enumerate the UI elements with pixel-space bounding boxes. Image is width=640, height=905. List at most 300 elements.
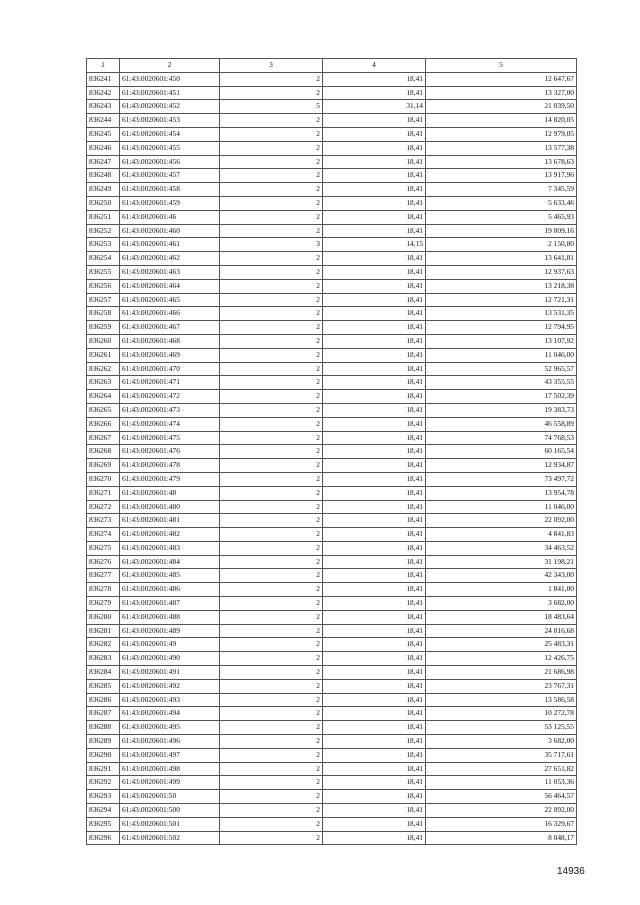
table-row: [87, 196, 577, 210]
table-cell: 18,41: [323, 679, 426, 693]
table-cell: 61:43:0020601:49: [120, 638, 220, 652]
table-cell: 18,41: [323, 748, 426, 762]
table-cell: 13 531,35: [426, 307, 577, 321]
table-cell: 836279: [87, 597, 120, 611]
table-cell: 2: [220, 86, 323, 100]
table-cell: 18 483,64: [426, 610, 577, 624]
table-cell: 61:43:0020601:464: [120, 279, 220, 293]
table-cell: 836243: [87, 100, 120, 114]
table-cell: 2: [220, 638, 323, 652]
table-cell: 12 426,75: [426, 652, 577, 666]
table-cell: 14 820,05: [426, 114, 577, 128]
table-cell: 836244: [87, 114, 120, 128]
table-row: [87, 583, 577, 597]
table-cell: 61:43:0020601:488: [120, 610, 220, 624]
table-cell: 836249: [87, 183, 120, 197]
table-cell: 21 039,50: [426, 100, 577, 114]
table-cell: 12 934,87: [426, 459, 577, 473]
table-row: [87, 86, 577, 100]
table-cell: 61:43:0020601:457: [120, 169, 220, 183]
table-cell: 2: [220, 155, 323, 169]
table-row: [87, 224, 577, 238]
table-row: [87, 348, 577, 362]
table-cell: 42 343,00: [426, 569, 577, 583]
table-cell: 53 125,55: [426, 721, 577, 735]
table-cell: 836282: [87, 638, 120, 652]
table-cell: 61:43:0020601:478: [120, 459, 220, 473]
table-cell: 2: [220, 721, 323, 735]
table-cell: 836288: [87, 721, 120, 735]
table-cell: 34 463,52: [426, 541, 577, 555]
table-cell: 18,41: [323, 693, 426, 707]
table-cell: 836276: [87, 555, 120, 569]
table-cell: 2: [220, 500, 323, 514]
table-cell: 18,41: [323, 141, 426, 155]
table-cell: 61:43:0020601:476: [120, 445, 220, 459]
table-row: [87, 127, 577, 141]
table-row: [87, 569, 577, 583]
table-row: [87, 735, 577, 749]
table-cell: 13 641,81: [426, 252, 577, 266]
table-row: [87, 831, 577, 845]
table-cell: 61:43:0020601:46: [120, 210, 220, 224]
table-cell: 3 682,00: [426, 735, 577, 749]
table-cell: 18,41: [323, 638, 426, 652]
table-cell: 61:43:0020601:489: [120, 624, 220, 638]
table-cell: 2: [220, 279, 323, 293]
table-cell: 18,41: [323, 279, 426, 293]
table-cell: 7 345,59: [426, 183, 577, 197]
table-cell: 2: [220, 334, 323, 348]
table-row: [87, 638, 577, 652]
table-cell: 836269: [87, 459, 120, 473]
table-cell: 11 046,00: [426, 500, 577, 514]
table-cell: 13 678,63: [426, 155, 577, 169]
table-cell: 61:43:0020601:481: [120, 514, 220, 528]
table-row: [87, 169, 577, 183]
table-cell: 18,41: [323, 183, 426, 197]
table-cell: 61:43:0020601:468: [120, 334, 220, 348]
table-cell: 2: [220, 748, 323, 762]
table-cell: 2: [220, 183, 323, 197]
table-cell: 2: [220, 804, 323, 818]
table-cell: 836254: [87, 252, 120, 266]
table-cell: 5 633,46: [426, 196, 577, 210]
table-cell: 18,41: [323, 293, 426, 307]
table-cell: 61:43:0020601:50: [120, 790, 220, 804]
table-cell: 836268: [87, 445, 120, 459]
table-row: [87, 252, 577, 266]
table-cell: 61:43:0020601:458: [120, 183, 220, 197]
table-cell: 61:43:0020601:473: [120, 403, 220, 417]
table-cell: 74 768,53: [426, 431, 577, 445]
table-cell: 836241: [87, 72, 120, 86]
table-cell: 5: [220, 100, 323, 114]
table-row: [87, 541, 577, 555]
table-cell: 61:43:0020601:495: [120, 721, 220, 735]
table-cell: 13 327,00: [426, 86, 577, 100]
table-cell: 18,41: [323, 790, 426, 804]
table-cell: 836251: [87, 210, 120, 224]
table-cell: 2: [220, 790, 323, 804]
page-number: 14936: [557, 866, 585, 877]
table-row: [87, 155, 577, 169]
table-row: [87, 238, 577, 252]
table-cell: 13 917,96: [426, 169, 577, 183]
table-cell: 2: [220, 555, 323, 569]
table-row: [87, 666, 577, 680]
table-cell: 18,41: [323, 196, 426, 210]
table-cell: 61:43:0020601:462: [120, 252, 220, 266]
table-cell: 3 682,00: [426, 597, 577, 611]
table-cell: 836253: [87, 238, 120, 252]
table-cell: 836295: [87, 817, 120, 831]
table-cell: 61:43:0020601:463: [120, 265, 220, 279]
table-cell: 18,41: [323, 514, 426, 528]
table-row: [87, 431, 577, 445]
table-cell: 18,41: [323, 804, 426, 818]
table-cell: 11 046,00: [426, 348, 577, 362]
table-cell: 46 558,89: [426, 417, 577, 431]
table-cell: 18,41: [323, 362, 426, 376]
table-cell: 2: [220, 431, 323, 445]
table-cell: 18,41: [323, 610, 426, 624]
table-cell: 2: [220, 624, 323, 638]
table-cell: 2: [220, 528, 323, 542]
table-cell: 836274: [87, 528, 120, 542]
table-row: [87, 486, 577, 500]
table-cell: 52 965,57: [426, 362, 577, 376]
table-cell: 2: [220, 776, 323, 790]
table-cell: 18,41: [323, 224, 426, 238]
table-row: [87, 265, 577, 279]
table-cell: 61:43:0020601:48: [120, 486, 220, 500]
table-cell: 18,41: [323, 776, 426, 790]
table-cell: 836265: [87, 403, 120, 417]
table-cell: 61:43:0020601:469: [120, 348, 220, 362]
table-cell: 61:43:0020601:496: [120, 735, 220, 749]
table-cell: 836271: [87, 486, 120, 500]
table-cell: 18,41: [323, 390, 426, 404]
table-row: [87, 500, 577, 514]
table-row: [87, 417, 577, 431]
table-row: [87, 321, 577, 335]
table-cell: 2: [220, 210, 323, 224]
table-cell: 2: [220, 265, 323, 279]
table-cell: 18,41: [323, 831, 426, 845]
table-cell: 19 809,16: [426, 224, 577, 238]
table-cell: 18,41: [323, 86, 426, 100]
table-cell: 836290: [87, 748, 120, 762]
table-row: [87, 403, 577, 417]
table-cell: 13 218,38: [426, 279, 577, 293]
table-row: [87, 362, 577, 376]
table-cell: 61:43:0020601:465: [120, 293, 220, 307]
data-table: [86, 58, 577, 845]
table-cell: 43 355,55: [426, 376, 577, 390]
table-cell: 61:43:0020601:460: [120, 224, 220, 238]
table-cell: 61:43:0020601:456: [120, 155, 220, 169]
table-cell: 13 577,38: [426, 141, 577, 155]
table-cell: 836293: [87, 790, 120, 804]
table-cell: 836245: [87, 127, 120, 141]
table-cell: 18,41: [323, 127, 426, 141]
table-cell: 836287: [87, 707, 120, 721]
table-cell: 61:43:0020601:452: [120, 100, 220, 114]
table-row: [87, 790, 577, 804]
table-cell: 12 647,67: [426, 72, 577, 86]
table-cell: 836247: [87, 155, 120, 169]
table-cell: 18,41: [323, 265, 426, 279]
table-row: [87, 693, 577, 707]
table-row: [87, 279, 577, 293]
table-cell: 836257: [87, 293, 120, 307]
table-cell: 2: [220, 652, 323, 666]
table-cell: 18,41: [323, 472, 426, 486]
table-cell: 18,41: [323, 403, 426, 417]
table-cell: 61:43:0020601:475: [120, 431, 220, 445]
table-cell: 18,41: [323, 431, 426, 445]
table-row: [87, 804, 577, 818]
table-row: [87, 721, 577, 735]
table-row: [87, 114, 577, 128]
table-cell: 836286: [87, 693, 120, 707]
table-cell: 836289: [87, 735, 120, 749]
table-cell: 2: [220, 403, 323, 417]
table-cell: 25 483,31: [426, 638, 577, 652]
table-cell: 836252: [87, 224, 120, 238]
table-cell: 61:43:0020601:466: [120, 307, 220, 321]
table-cell: 61:43:0020601:471: [120, 376, 220, 390]
table-cell: 1 841,00: [426, 583, 577, 597]
table-cell: 836246: [87, 141, 120, 155]
table-cell: 836259: [87, 321, 120, 335]
table-cell: 18,41: [323, 528, 426, 542]
table-cell: 18,41: [323, 252, 426, 266]
table-cell: 31,14: [323, 100, 426, 114]
table-cell: 12 937,63: [426, 265, 577, 279]
table-cell: 18,41: [323, 210, 426, 224]
table-cell: 73 497,72: [426, 472, 577, 486]
table-cell: 18,41: [323, 445, 426, 459]
table-row: [87, 514, 577, 528]
table-cell: 61:43:0020601:484: [120, 555, 220, 569]
table-cell: 23 767,31: [426, 679, 577, 693]
table-cell: 61:43:0020601:467: [120, 321, 220, 335]
table-cell: 2: [220, 486, 323, 500]
table-cell: 836280: [87, 610, 120, 624]
table-cell: 61:43:0020601:491: [120, 666, 220, 680]
table-cell: 836266: [87, 417, 120, 431]
table-cell: 836273: [87, 514, 120, 528]
table-cell: 2: [220, 514, 323, 528]
table-cell: 836258: [87, 307, 120, 321]
header-cell-4: 4: [323, 59, 426, 73]
table-cell: 61:43:0020601:479: [120, 472, 220, 486]
table-cell: 18,41: [323, 459, 426, 473]
table-row: [87, 210, 577, 224]
table-cell: 2: [220, 348, 323, 362]
table-row: [87, 652, 577, 666]
table-row: [87, 334, 577, 348]
table-cell: 61:43:0020601:482: [120, 528, 220, 542]
table-row: [87, 817, 577, 831]
table-cell: 16 329,67: [426, 817, 577, 831]
table-cell: 836281: [87, 624, 120, 638]
table-row: [87, 776, 577, 790]
table-row: [87, 762, 577, 776]
table-cell: 2: [220, 762, 323, 776]
table-cell: 18,41: [323, 817, 426, 831]
table-cell: 18,41: [323, 500, 426, 514]
table-cell: 836275: [87, 541, 120, 555]
table-cell: 31 198,21: [426, 555, 577, 569]
table-cell: 2: [220, 693, 323, 707]
table-cell: 35 717,61: [426, 748, 577, 762]
table-cell: 11 053,36: [426, 776, 577, 790]
table-cell: 4 841,83: [426, 528, 577, 542]
table-cell: 8 048,17: [426, 831, 577, 845]
table-row: [87, 597, 577, 611]
header-cell-1: 1: [87, 59, 120, 73]
table-cell: 2: [220, 597, 323, 611]
table-cell: 24 816,68: [426, 624, 577, 638]
table-cell: 18,41: [323, 652, 426, 666]
table-cell: 61:43:0020601:454: [120, 127, 220, 141]
table-cell: 56 464,57: [426, 790, 577, 804]
table-row: [87, 555, 577, 569]
table-row: [87, 679, 577, 693]
table-cell: 2: [220, 169, 323, 183]
table-cell: 2: [220, 707, 323, 721]
table-cell: 836278: [87, 583, 120, 597]
table-cell: 2: [220, 445, 323, 459]
table-cell: 61:43:0020601:453: [120, 114, 220, 128]
table-cell: 836270: [87, 472, 120, 486]
table-row: [87, 293, 577, 307]
table-cell: 61:43:0020601:451: [120, 86, 220, 100]
table-cell: 836250: [87, 196, 120, 210]
table-cell: 61:43:0020601:461: [120, 238, 220, 252]
table-cell: 2: [220, 307, 323, 321]
table-row: [87, 707, 577, 721]
table-cell: 18,41: [323, 376, 426, 390]
header-row: [87, 59, 577, 73]
table-cell: 836248: [87, 169, 120, 183]
table-cell: 22 092,00: [426, 804, 577, 818]
table-cell: 836255: [87, 265, 120, 279]
table-cell: 836260: [87, 334, 120, 348]
table-row: [87, 610, 577, 624]
table-cell: 61:43:0020601:494: [120, 707, 220, 721]
table-cell: 61:43:0020601:450: [120, 72, 220, 86]
table-cell: 836272: [87, 500, 120, 514]
table-cell: 2: [220, 224, 323, 238]
table-row: [87, 528, 577, 542]
table-cell: 18,41: [323, 417, 426, 431]
table-cell: 2: [220, 666, 323, 680]
table-cell: 2: [220, 735, 323, 749]
table-cell: 18,41: [323, 334, 426, 348]
table-cell: 836296: [87, 831, 120, 845]
table-cell: 5 465,93: [426, 210, 577, 224]
table-cell: 2: [220, 321, 323, 335]
table-row: [87, 445, 577, 459]
table-cell: 61:43:0020601:487: [120, 597, 220, 611]
header-cell-3: 3: [220, 59, 323, 73]
table-cell: 2: [220, 72, 323, 86]
table-cell: 2: [220, 583, 323, 597]
table-cell: 13 586,58: [426, 693, 577, 707]
table-cell: 61:43:0020601:493: [120, 693, 220, 707]
table-cell: 836283: [87, 652, 120, 666]
table-cell: 2: [220, 196, 323, 210]
table-cell: 18,41: [323, 169, 426, 183]
table-cell: 2: [220, 472, 323, 486]
table-cell: 836267: [87, 431, 120, 445]
table-cell: 18,41: [323, 666, 426, 680]
table-cell: 61:43:0020601:492: [120, 679, 220, 693]
table-cell: 60 165,54: [426, 445, 577, 459]
table-body: [87, 72, 577, 845]
table-cell: 18,41: [323, 348, 426, 362]
table-cell: 14,15: [323, 238, 426, 252]
table-cell: 61:43:0020601:501: [120, 817, 220, 831]
table-cell: 61:43:0020601:470: [120, 362, 220, 376]
table-cell: 18,41: [323, 155, 426, 169]
table-cell: 2: [220, 417, 323, 431]
table-row: [87, 183, 577, 197]
table-cell: 18,41: [323, 114, 426, 128]
table-cell: 2: [220, 610, 323, 624]
table-cell: 61:43:0020601:474: [120, 417, 220, 431]
table-cell: 836292: [87, 776, 120, 790]
table-cell: 836261: [87, 348, 120, 362]
table-cell: 836291: [87, 762, 120, 776]
table-cell: 13 954,78: [426, 486, 577, 500]
table-row: [87, 100, 577, 114]
table-row: [87, 390, 577, 404]
table-cell: 18,41: [323, 721, 426, 735]
table-cell: 18,41: [323, 762, 426, 776]
table-cell: 2: [220, 817, 323, 831]
table-row: [87, 72, 577, 86]
table-cell: 61:43:0020601:459: [120, 196, 220, 210]
table-cell: 12 721,31: [426, 293, 577, 307]
table-cell: 13 107,92: [426, 334, 577, 348]
table-cell: 2: [220, 541, 323, 555]
table-cell: 61:43:0020601:490: [120, 652, 220, 666]
table-cell: 61:43:0020601:497: [120, 748, 220, 762]
table-cell: 12 794,95: [426, 321, 577, 335]
header-cell-5: 5: [426, 59, 577, 73]
table-cell: 2: [220, 252, 323, 266]
table-row: [87, 141, 577, 155]
table-cell: 61:43:0020601:483: [120, 541, 220, 555]
table-cell: 61:43:0020601:498: [120, 762, 220, 776]
table-cell: 21 686,98: [426, 666, 577, 680]
table-cell: 18,41: [323, 735, 426, 749]
table-cell: 836256: [87, 279, 120, 293]
table-cell: 2: [220, 114, 323, 128]
table-cell: 836284: [87, 666, 120, 680]
table-cell: 2: [220, 831, 323, 845]
table-cell: 836242: [87, 86, 120, 100]
table-cell: 836294: [87, 804, 120, 818]
table-cell: 2: [220, 293, 323, 307]
table-cell: 61:43:0020601:502: [120, 831, 220, 845]
table-cell: 18,41: [323, 321, 426, 335]
